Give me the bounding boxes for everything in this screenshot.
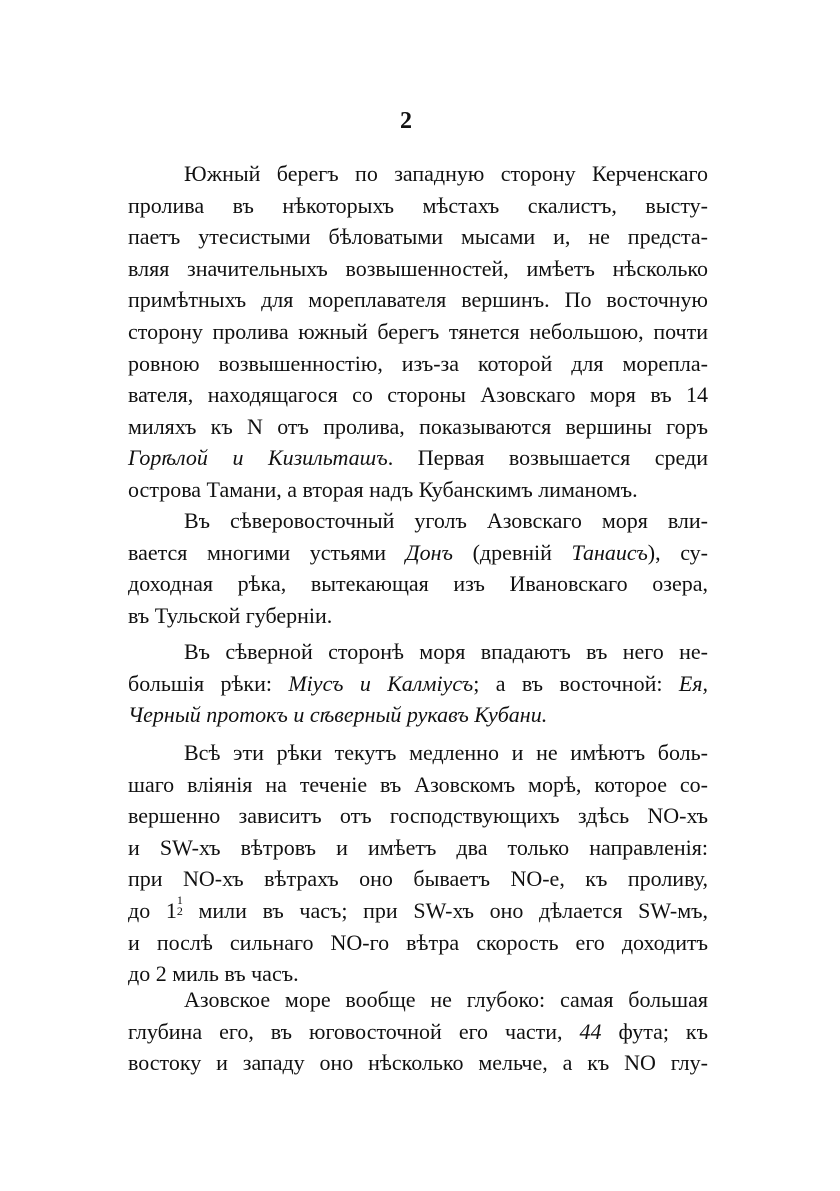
paragraph-5	[128, 984, 708, 1079]
text-fragment: ; а въ восточной:	[473, 670, 679, 696]
text-line	[128, 892, 708, 927]
paragraph-4	[128, 737, 708, 990]
text-line	[128, 699, 708, 731]
text-fragment: большія рѣки:	[128, 670, 289, 696]
text-line: сторону пролива южный берегъ тянется небольшою, почти	[128, 318, 708, 344]
text-fragment: (древній	[452, 539, 572, 565]
text-line: ровною возвышенностію, изъ-за которой для морепла-	[128, 350, 708, 376]
text-line	[128, 442, 708, 474]
text-line: вателя, находящагося со стороны Азовскаго моря въ 14	[128, 382, 708, 408]
text-line: острова Тамани, а вторая надъ Кубанскимъ лиманомъ.	[128, 476, 638, 502]
italic-river-name: Танаисъ	[571, 539, 648, 565]
italic-river-name: Донъ	[405, 539, 453, 565]
italic-number: 44	[579, 1018, 602, 1044]
italic-river-name: Ея,	[678, 670, 709, 696]
text-line: Въ сѣверной сторонѣ моря впадаютъ въ него не-	[184, 639, 708, 664]
text-line	[128, 668, 708, 700]
page-number: 2	[400, 108, 412, 134]
text-line: до 2 миль въ часъ.	[128, 961, 299, 987]
text-fragment: вается многими устьями	[128, 539, 406, 565]
italic-river-names: Міусъ и Калміусъ	[288, 670, 474, 696]
text-fragment: фута; къ	[601, 1018, 708, 1044]
text-line: Въ сѣверовосточный уголъ Азовскаго моря вли-	[184, 508, 708, 533]
text-fragment: . Первая возвышается среди	[387, 445, 708, 471]
text-fragment: до 1	[128, 897, 177, 923]
text-line: миляхъ къ N отъ пролива, показываются вершины горъ	[128, 413, 708, 439]
paragraph-3	[128, 636, 708, 731]
paragraph-2	[128, 505, 708, 631]
text-line: пролива въ нѣкоторыхъ мѣстахъ скалистъ, высту-	[128, 192, 708, 218]
text-line: Южный берегъ по западную сторону Керченскаго	[184, 161, 708, 186]
text-line: въ Тульской губерніи.	[128, 602, 333, 628]
text-line: примѣтныхъ для мореплавателя вершинъ. По восточную	[128, 287, 708, 313]
paragraph-1	[128, 158, 708, 506]
text-fragment: глубина его, въ юговосточной его части,	[128, 1018, 580, 1044]
fraction-numerator: 1	[176, 892, 183, 907]
text-line: при NO-хъ вѣтрахъ оно бываетъ NO-е, къ проливу,	[128, 866, 708, 892]
italic-river-names: Черный протокъ и сѣверный рукавъ Кубани.	[128, 702, 548, 728]
text-line: востоку и западу оно нѣсколько мельче, а къ NO глу-	[128, 1050, 708, 1076]
text-line: и послѣ сильнаго NO-го вѣтра скорость его доходитъ	[128, 929, 708, 955]
text-line: шаго вліянія на теченіе въ Азовскомъ морѣ, которое со-	[128, 771, 708, 797]
italic-place-names: Горѣлой и Кизильташъ	[128, 445, 388, 471]
text-line: паетъ утесистыми бѣловатыми мысами и, не предста-	[128, 224, 708, 250]
text-fragment: мили въ часъ; при SW-хъ оно дѣлается SW-мъ,	[182, 897, 708, 923]
text-line: доходная рѣка, вытекающая изъ Ивановскаго озера,	[128, 571, 708, 597]
text-line	[128, 1016, 708, 1048]
text-line: вляя значительныхъ возвышенностей, имѣетъ нѣсколько	[128, 255, 708, 281]
text-line: и SW-хъ вѣтровъ и имѣетъ два только направленія:	[128, 834, 708, 860]
text-line	[128, 537, 708, 569]
text-line: Всѣ эти рѣки текутъ медленно и не имѣютъ боль-	[184, 740, 708, 765]
text-line: Азовское море вообще не глубоко: самая большая	[184, 987, 708, 1012]
fraction-denominator: 2	[176, 903, 183, 918]
text-line: вершенно зависитъ отъ господствующихъ здѣсь NO-хъ	[128, 803, 708, 829]
text-fragment: ), су-	[647, 539, 708, 565]
